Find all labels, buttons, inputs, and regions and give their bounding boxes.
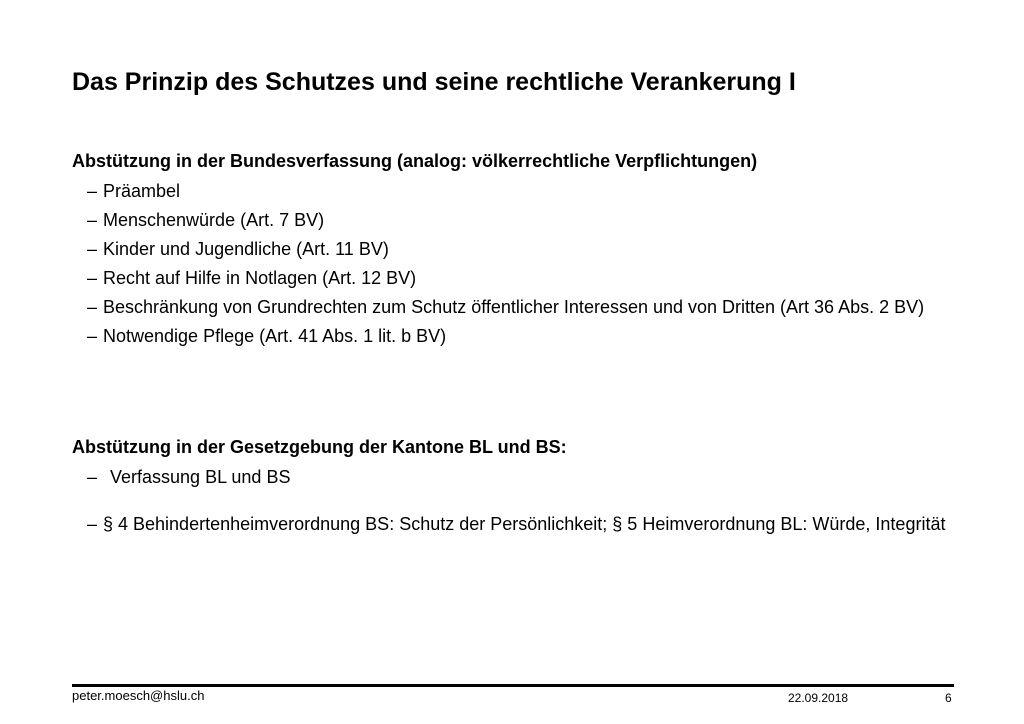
bullet-list: [72, 179, 952, 348]
bullet-list: [72, 465, 952, 536]
section-heading: Abstützung in der Bundesverfassung (analog: völkerrechtliche Verpflichtungen): [72, 151, 758, 171]
list-item: – Verfassung BL und BS: [72, 465, 952, 489]
list-item: – Recht auf Hilfe in Notlagen (Art. 12 BV): [72, 266, 952, 290]
list-item: – Menschenwürde (Art. 7 BV): [72, 208, 952, 232]
page-number: 6: [945, 691, 952, 705]
list-item: – Notwendige Pflege (Art. 41 Abs. 1 lit. b BV): [72, 324, 952, 348]
section-heading: Abstützung in der Gesetzgebung der Kantone BL und BS:: [72, 437, 567, 457]
section-kantone: [72, 434, 952, 536]
list-item: – Präambel: [72, 179, 952, 203]
section-bundesverfassung: [72, 148, 952, 348]
list-item: – § 4 Behindertenheimverordnung BS: Schutz der Persönlichkeit; § 5 Heimverordnung BL: Würde, Integrität: [72, 512, 952, 536]
slide-title: Das Prinzip des Schutzes und seine rechtliche Verankerung I: [72, 68, 796, 96]
list-item: – Beschränkung von Grundrechten zum Schutz öffentlicher Interessen und von Dritten (Art 36 Abs. 2 BV): [72, 295, 952, 319]
list-item: – Kinder und Jugendliche (Art. 11 BV): [72, 237, 952, 261]
footer-email: peter.moesch@hslu.ch: [72, 688, 205, 703]
footer-divider: [72, 684, 954, 687]
footer-date: 22.09.2018: [788, 691, 849, 705]
